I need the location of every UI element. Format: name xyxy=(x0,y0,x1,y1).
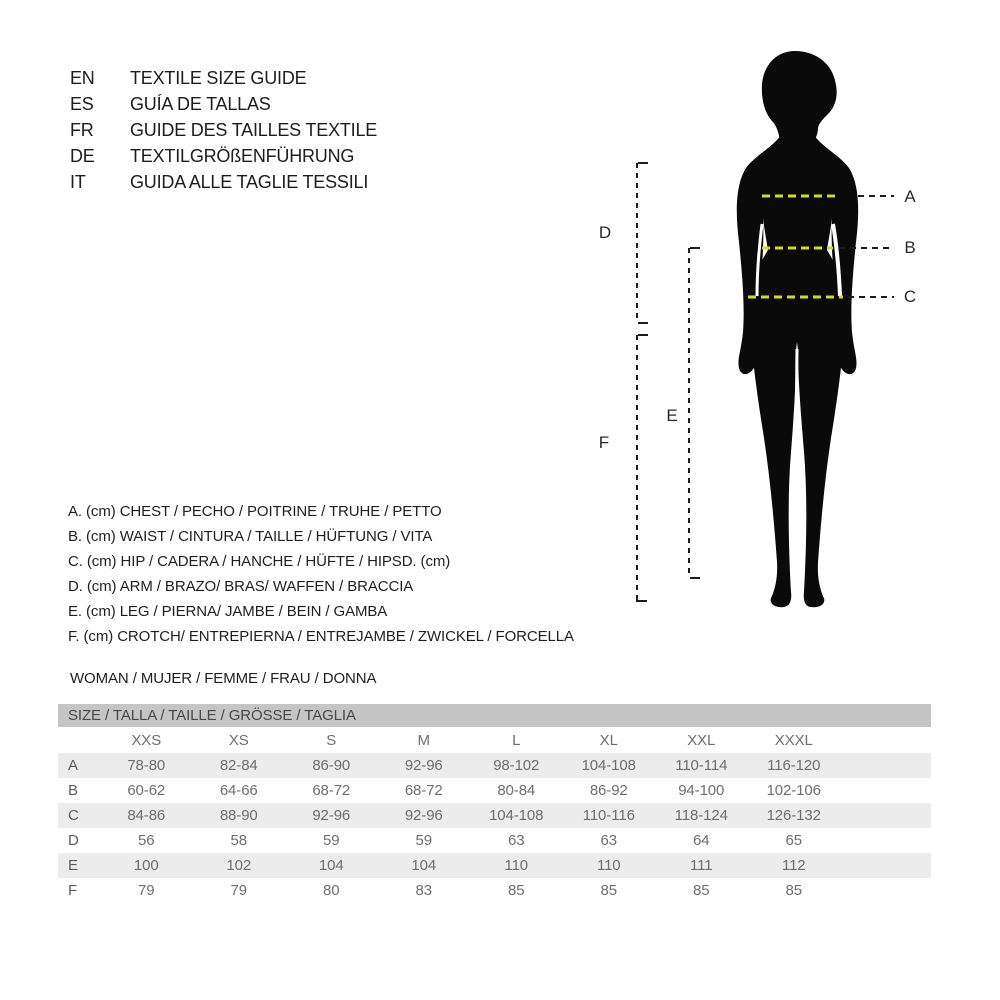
cell: 110 xyxy=(596,857,621,874)
col-header-s: S xyxy=(326,731,337,749)
cell: 63 xyxy=(508,832,525,849)
table-row-leg xyxy=(58,853,931,878)
col-header-xxs: XXS xyxy=(131,731,162,749)
silhouette-gap-feet xyxy=(799,588,800,609)
cell: 110 xyxy=(504,857,529,874)
cell: 104 xyxy=(411,857,437,874)
title-de: TEXTILGRÖßENFÜHRUNG xyxy=(130,145,355,166)
cell: 85 xyxy=(508,882,525,899)
col-header-xxxl: XXXL xyxy=(774,731,813,749)
legend-line-arm: D. (cm) ARM / BRAZO/ BRAS/ WAFFEN / BRACCIA xyxy=(68,578,414,595)
table-row-crotch xyxy=(58,878,931,903)
cell: 110-116 xyxy=(582,807,635,824)
gender-heading: WOMAN / MUJER / FEMME / FRAU / DONNA xyxy=(70,670,377,687)
col-header-xl: XL xyxy=(599,731,618,749)
cell: 85 xyxy=(693,882,710,899)
cell: 100 xyxy=(133,857,159,874)
col-header-xxl: XXL xyxy=(687,731,716,749)
cell: 116-120 xyxy=(767,757,821,774)
figure-label-hip: C xyxy=(903,287,917,306)
figure-label-crotch: F xyxy=(598,433,610,452)
cell: 78-80 xyxy=(127,757,166,774)
cell: 112 xyxy=(781,857,806,874)
figure-label-waist: B xyxy=(904,238,916,257)
legend-line-waist: B. (cm) WAIST / CINTURA / TAILLE / HÜFTUNG / VITA xyxy=(68,528,433,545)
size-table-column-headers xyxy=(58,727,931,753)
cell: 88-90 xyxy=(219,807,258,824)
cell: 82-84 xyxy=(219,757,258,774)
silhouette-head xyxy=(762,51,837,141)
cell: 86-92 xyxy=(589,782,628,799)
cell: 104-108 xyxy=(581,757,636,774)
row-label: B xyxy=(68,782,78,799)
cell: 92-96 xyxy=(404,807,443,824)
cell: 92-96 xyxy=(404,757,443,774)
table-row-waist xyxy=(58,778,931,803)
legend-line-hip: C. (cm) HIP / CADERA / HANCHE / HÜFTE / HIPSD. (cm) xyxy=(68,553,451,570)
table-row-arm xyxy=(58,828,931,853)
cell: 68-72 xyxy=(312,782,351,799)
lang-code-fr: FR xyxy=(70,119,94,140)
title-it: GUIDA ALLE TAGLIE TESSILI xyxy=(130,171,369,192)
lang-code-en: EN xyxy=(70,67,95,88)
cell: 92-96 xyxy=(312,807,351,824)
lang-code-es: ES xyxy=(70,93,94,114)
legend-line-crotch: F. (cm) CROTCH/ ENTREPIERNA / ENTREJAMBE / ZWICKEL / FORCELLA xyxy=(68,628,574,645)
cell: 118-124 xyxy=(674,807,728,824)
row-label: A xyxy=(68,757,78,774)
cell: 80-84 xyxy=(497,782,536,799)
legend-line-chest: A. (cm) CHEST / PECHO / POITRINE / TRUHE / PETTO xyxy=(68,503,442,520)
size-table-title-bar: SIZE / TALLA / TAILLE / GRÖSSE / TAGLIA xyxy=(58,704,931,727)
cell: 59 xyxy=(415,832,432,849)
figure-label-chest: A xyxy=(904,187,916,206)
language-title-block xyxy=(70,65,377,195)
cell: 104-108 xyxy=(489,807,544,824)
cell: 79 xyxy=(138,882,155,899)
row-label: E xyxy=(68,857,78,874)
cell: 102-106 xyxy=(766,782,821,799)
figure-label-arm: D xyxy=(598,223,612,242)
lang-code-de: DE xyxy=(70,145,95,166)
legend-line-leg: E. (cm) LEG / PIERNA/ JAMBE / BEIN / GAMBA xyxy=(68,603,388,620)
cell: 85 xyxy=(785,882,802,899)
cell: 111 xyxy=(689,857,713,874)
silhouette-gap-legs xyxy=(797,349,798,560)
cell: 104 xyxy=(318,857,344,874)
cell: 56 xyxy=(138,832,155,849)
title-es: GUÍA DE TALLAS xyxy=(130,93,271,114)
cell: 84-86 xyxy=(127,807,166,824)
table-row-chest xyxy=(58,753,931,778)
cell: 68-72 xyxy=(404,782,443,799)
cell: 58 xyxy=(230,832,247,849)
lang-code-it: IT xyxy=(70,171,86,192)
cell: 110-114 xyxy=(675,757,728,774)
cell: 80 xyxy=(323,882,340,899)
cell: 94-100 xyxy=(678,782,725,799)
title-en: TEXTILE SIZE GUIDE xyxy=(130,67,307,88)
col-header-l: L xyxy=(512,731,521,749)
cell: 86-90 xyxy=(312,757,351,774)
row-label: C xyxy=(68,807,79,824)
cell: 85 xyxy=(600,882,617,899)
figure-label-leg: E xyxy=(666,406,678,425)
cell: 59 xyxy=(323,832,340,849)
col-header-xs: XS xyxy=(228,731,249,749)
woman-silhouette-figure xyxy=(560,40,940,620)
cell: 64 xyxy=(693,832,710,849)
cell: 64-66 xyxy=(219,782,258,799)
cell: 102 xyxy=(226,857,252,874)
row-label: F xyxy=(68,882,78,899)
cell: 63 xyxy=(600,832,617,849)
measurement-legend xyxy=(68,499,574,649)
cell: 98-102 xyxy=(493,757,540,774)
cell: 60-62 xyxy=(127,782,166,799)
title-fr: GUIDE DES TAILLES TEXTILE xyxy=(130,119,378,140)
cell: 126-132 xyxy=(766,807,821,824)
col-header-m: M xyxy=(417,731,430,749)
cell: 65 xyxy=(785,832,802,849)
row-label: D xyxy=(68,832,79,849)
cell: 79 xyxy=(230,882,247,899)
size-table xyxy=(58,704,931,903)
table-row-hip xyxy=(58,803,931,828)
cell: 83 xyxy=(415,882,432,899)
